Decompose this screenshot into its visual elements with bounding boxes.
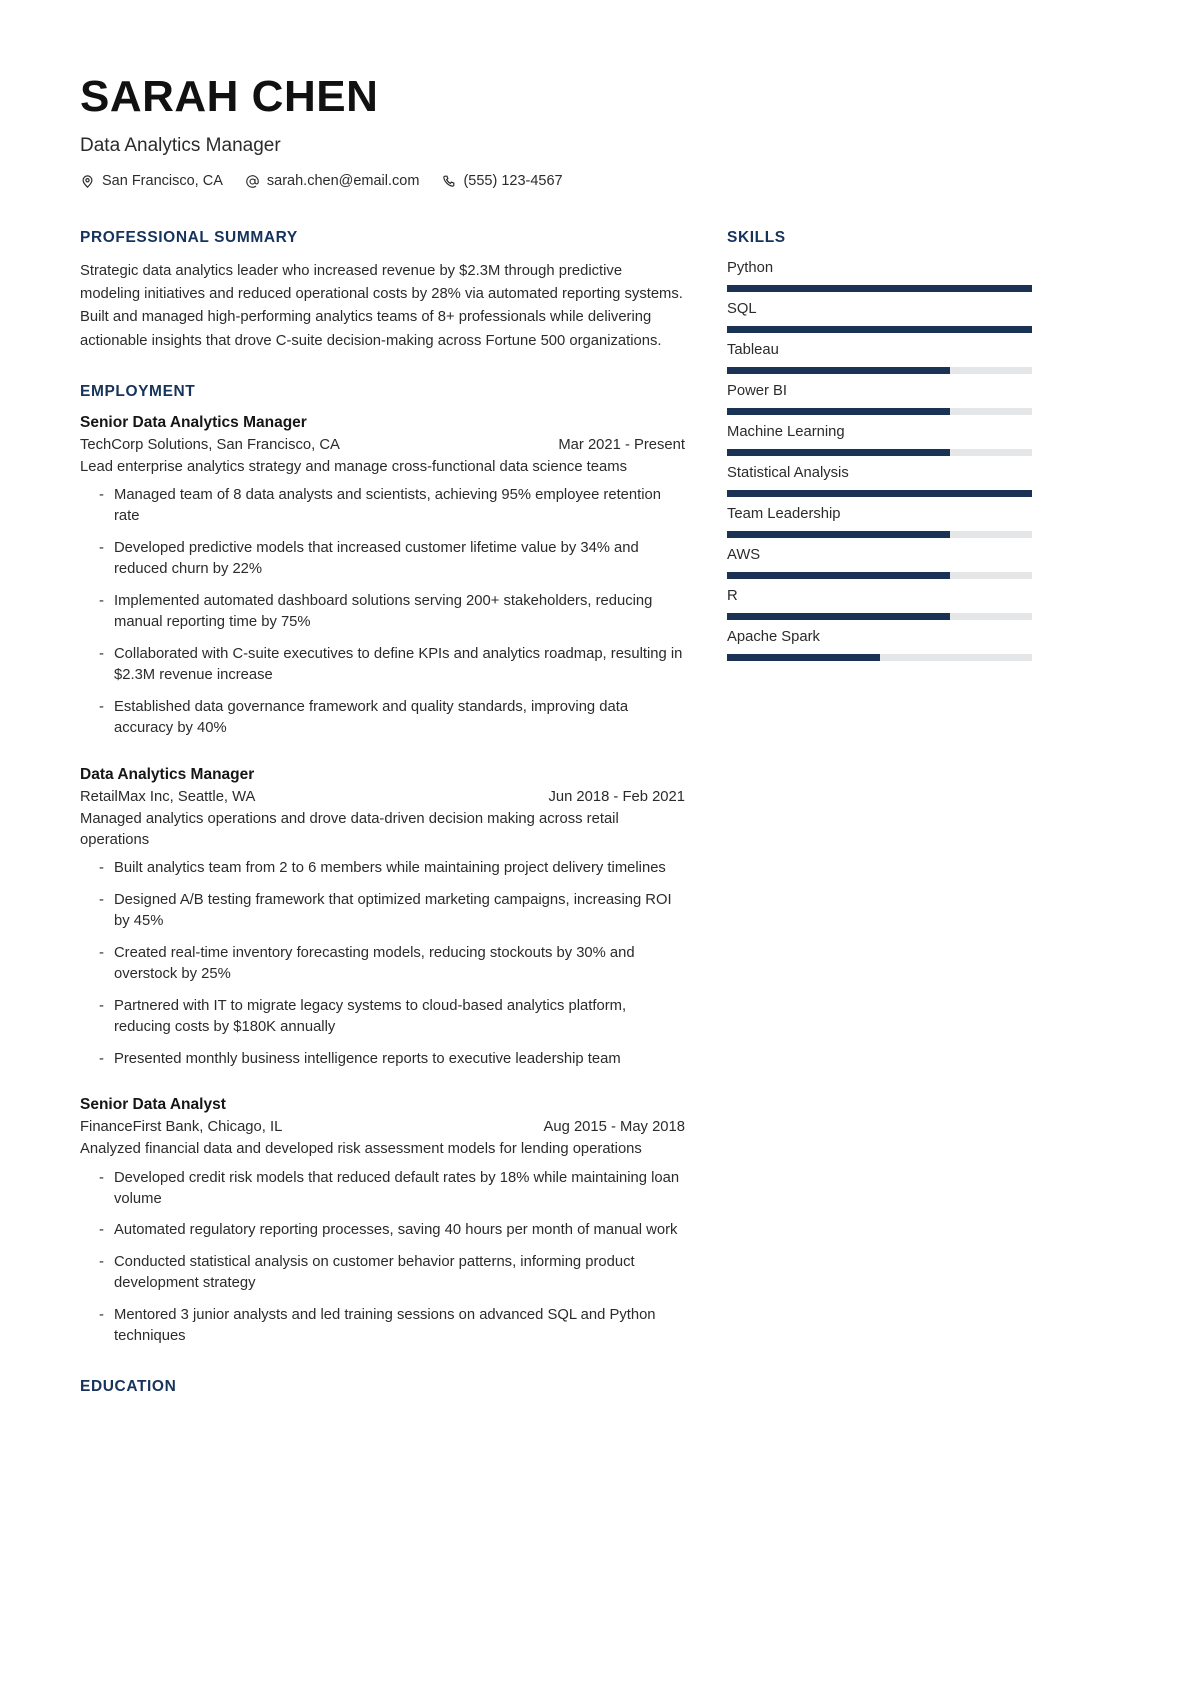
skill-level-track (727, 613, 1032, 620)
employment-entry (80, 1096, 685, 1348)
job-bullet-list (80, 1168, 685, 1348)
skill-level-fill (727, 613, 950, 620)
job-bullet: - Developed predictive models that increased customer lifetime value by 34% and reduced churn by 22% (80, 538, 685, 581)
job-description: Analyzed financial data and developed risk assessment models for lending operations (80, 1141, 642, 1158)
skill-level-track (727, 408, 1032, 415)
skill-item (727, 465, 1032, 497)
skill-name: Machine Learning (727, 424, 845, 441)
section-title-skills: SKILLS (727, 229, 786, 247)
contact-phone[interactable] (441, 173, 562, 189)
skill-name: SQL (727, 301, 757, 318)
skill-name: Power BI (727, 383, 788, 400)
skill-item (727, 506, 1032, 538)
job-bullet-list (80, 485, 685, 740)
job-dates: Aug 2015 - May 2018 (543, 1119, 685, 1136)
skill-level-fill (727, 572, 950, 579)
job-company: TechCorp Solutions, San Francisco, CA (80, 436, 340, 453)
job-dates: Jun 2018 - Feb 2021 (548, 788, 685, 805)
skill-level-fill (727, 449, 950, 456)
job-bullet-list (80, 858, 685, 1070)
job-meta (80, 789, 685, 805)
skill-level-fill (727, 654, 880, 661)
contact-email[interactable] (245, 173, 420, 189)
employment-entry (80, 766, 685, 1071)
job-bullet: - Established data governance framework and quality standards, improving data accuracy by 40% (80, 697, 685, 740)
skill-item (727, 588, 1032, 620)
skill-name: R (727, 588, 738, 605)
job-bullet: - Created real-time inventory forecasting models, reducing stockouts by 30% and overstock by 25% (80, 943, 685, 986)
section-title-employment: EMPLOYMENT (80, 382, 196, 400)
skill-name: Tableau (727, 342, 779, 359)
contact-location-text: San Francisco, CA (102, 173, 223, 190)
location-pin-icon (80, 174, 95, 189)
job-bullet: - Partnered with IT to migrate legacy systems to cloud-based analytics platform, reducing costs by $180K annually (80, 996, 685, 1039)
skill-name: Statistical Analysis (727, 465, 849, 482)
skill-item (727, 547, 1032, 579)
section-title-education: EDUCATION (80, 1377, 177, 1395)
job-bullet: - Collaborated with C-suite executives to define KPIs and analytics roadmap, resulting in $2.3M revenue increase (80, 644, 685, 687)
job-dates: Mar 2021 - Present (558, 436, 685, 453)
job-title: Senior Data Analyst (80, 1096, 226, 1114)
contact-row (80, 173, 1040, 189)
skill-level-fill (727, 531, 950, 538)
job-bullet: - Managed team of 8 data analysts and scientists, achieving 95% employee retention rate (80, 485, 685, 528)
skill-level-track (727, 490, 1032, 497)
skill-level-fill (727, 490, 1032, 497)
professional-headline: Data Analytics Manager (80, 135, 281, 157)
skill-item (727, 301, 1032, 333)
skill-level-fill (727, 285, 1032, 292)
job-title: Senior Data Analytics Manager (80, 413, 307, 431)
summary-text: Strategic data analytics leader who increased revenue by $2.3M through predictive modeling initiatives and reduced operational costs by 28% via automated reporting systems. Built and managed high-performing analytics teams of 8+ professionals while delivering actionable insights that drove C-suite decision-making across Fortune 500 organizations. (80, 263, 683, 349)
section-education (80, 1378, 685, 1396)
contact-email-text: sarah.chen@email.com (266, 173, 420, 190)
section-skills (727, 229, 1032, 661)
contact-phone-text: (555) 123-4567 (463, 173, 563, 190)
job-bullet: - Developed credit risk models that reduced default rates by 18% while maintaining loan volume (80, 1168, 685, 1211)
sidebar-column (727, 229, 1032, 691)
section-professional-summary (80, 229, 685, 352)
skill-item (727, 342, 1032, 374)
job-description: Managed analytics operations and drove data-driven decision making across retail operations (80, 810, 619, 849)
skill-level-fill (727, 408, 950, 415)
skill-level-fill (727, 326, 1032, 333)
skills-list (727, 260, 1032, 661)
skill-level-track (727, 531, 1032, 538)
skill-level-track (727, 654, 1032, 661)
section-title-summary: PROFESSIONAL SUMMARY (80, 229, 298, 247)
job-title: Data Analytics Manager (80, 765, 255, 783)
main-column (80, 229, 685, 1425)
job-meta (80, 1119, 685, 1135)
skill-level-track (727, 326, 1032, 333)
employment-entry (80, 414, 685, 740)
skill-level-track (727, 367, 1032, 374)
skill-name: Apache Spark (727, 629, 820, 646)
job-bullet: - Mentored 3 junior analysts and led training sessions on advanced SQL and Python techniques (80, 1305, 685, 1348)
section-employment (80, 383, 685, 1348)
skill-item (727, 260, 1032, 292)
job-bullet: - Built analytics team from 2 to 6 members while maintaining project delivery timelines (80, 858, 685, 879)
skill-level-fill (727, 367, 950, 374)
skill-item (727, 383, 1032, 415)
skill-level-track (727, 449, 1032, 456)
job-bullet: - Presented monthly business intelligence reports to executive leadership team (80, 1049, 685, 1070)
job-bullet: - Implemented automated dashboard solutions serving 200+ stakeholders, reducing manual reporting time by 75% (80, 591, 685, 634)
skill-item (727, 629, 1032, 661)
skill-item (727, 424, 1032, 456)
job-company: FinanceFirst Bank, Chicago, IL (80, 1119, 283, 1136)
skill-level-track (727, 572, 1032, 579)
job-description: Lead enterprise analytics strategy and manage cross-functional data science teams (80, 458, 627, 475)
skill-name: Python (727, 260, 774, 277)
contact-location (80, 173, 223, 189)
job-bullet: - Designed A/B testing framework that optimized marketing campaigns, increasing ROI by 45% (80, 890, 685, 933)
phone-icon (441, 174, 456, 189)
page-title: SARAH CHEN (80, 72, 379, 121)
resume-body (80, 229, 1040, 1425)
job-bullet: - Automated regulatory reporting processes, saving 40 hours per month of manual work (80, 1220, 685, 1241)
email-at-icon (245, 174, 260, 189)
employment-list (80, 414, 685, 1348)
skill-name: Team Leadership (727, 506, 841, 523)
job-company: RetailMax Inc, Seattle, WA (80, 788, 256, 805)
skill-level-track (727, 285, 1032, 292)
job-meta (80, 437, 685, 453)
resume-header (80, 72, 1040, 189)
job-bullet: - Conducted statistical analysis on customer behavior patterns, informing product development strategy (80, 1252, 685, 1295)
skill-name: AWS (727, 547, 761, 564)
